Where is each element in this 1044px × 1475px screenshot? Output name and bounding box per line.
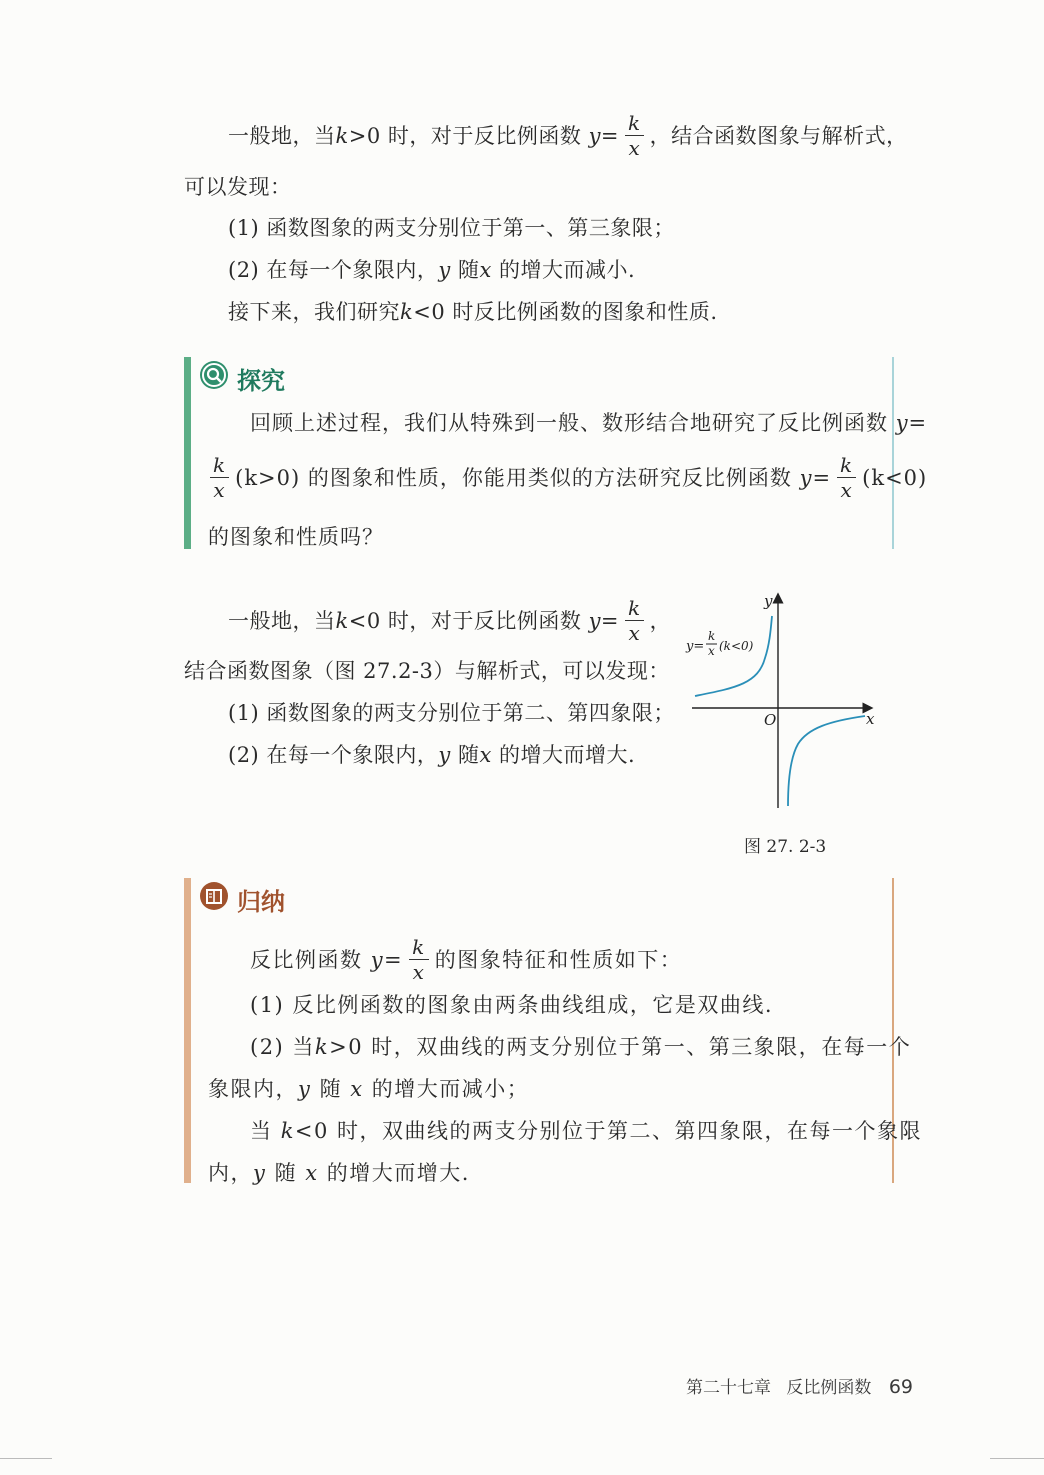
text: 随 [274,1161,298,1185]
bottom-left-rule [0,1458,52,1459]
text: 随 [457,258,480,282]
text: 当 [250,1119,273,1143]
page-footer [686,1373,913,1398]
text: 的增大而减小； [371,1077,530,1101]
numerator: k [628,111,641,135]
text: 回顾上述过程，我们从特殊到一般、数形结合地研究了反比例函数 [250,411,888,435]
denominator: x [625,135,644,160]
branch-quadrant-4 [788,716,865,806]
summary-title: 归纳 [237,888,285,916]
text: 随 [457,743,480,767]
book-icon [200,882,228,910]
text: 内， [208,1161,253,1185]
magnifier-icon [200,361,228,389]
numerator: k [628,596,641,620]
para1-item1: (1) 函数图象的两支分别位于第一、第三象限； [228,216,675,240]
summary-line3 [250,1037,911,1058]
explore-line1 [250,413,927,434]
var-x: x [479,743,492,767]
condition: (k<0) [862,466,928,490]
x-axis-label: x [866,710,875,728]
explore-line3: 的图象和性质吗？ [208,525,384,549]
fraction-k-over-x [409,935,429,984]
curve-label-cond: (k<0) [719,639,754,653]
figure-caption: 图 27. 2-3 [744,837,827,857]
var-x: x [479,258,492,282]
bottom-right-rule [990,1458,1044,1459]
var-y: y [438,743,451,767]
numerator: k [213,453,227,477]
origin-label: O [764,711,777,729]
footer-topic: 反比例函数 [786,1378,872,1398]
var-k: k [400,300,414,324]
var-k: k [314,1035,330,1059]
text: 的增大而增大. [326,1161,470,1185]
text: ，结合函数图象与解析式， [649,124,908,148]
text: 接下来，我们研究 [228,300,400,324]
para2-line1: 一般地，当k<0 时，对于反比例函数 y= $\frac{k}{x}$ ， [228,596,672,645]
curve-label-k: k [708,629,716,643]
para1-item2 [228,260,635,281]
curve-label-y: y= [686,639,705,654]
text: (2) 在每一个象限内， [228,743,439,767]
denominator: x [210,477,229,502]
y-equals: y= [588,609,620,633]
text: 一般地，当 [228,609,336,633]
summary-line4 [208,1079,529,1100]
explore-icon [200,361,228,389]
branch-quadrant-2 [695,616,772,696]
y-equals: y= [895,411,928,435]
denominator: x [837,477,856,502]
text: 的增大而增大. [499,743,636,767]
para1-line1 [228,113,908,162]
text: (2) 当 [250,1035,315,1059]
summary-left-bar [184,878,191,1183]
y-axis-label: y [764,592,773,610]
summary-line6 [208,1163,470,1184]
fraction-k-over-x [210,453,229,502]
explore-line2 [204,455,927,504]
text: <0 时反比例函数的图象和性质. [413,300,718,324]
var-y: y [253,1161,267,1185]
para2-item2 [228,745,635,766]
hyperbola-figure [680,588,880,813]
text: >0 时，对于反比例函数 [348,124,582,148]
text: 随 [319,1077,343,1101]
text: 一般地，当 [228,124,336,148]
denominator: x [625,620,644,645]
para2-line2: 结合函数图象（图 27.2-3）与解析式，可以发现： [184,659,670,683]
y-equals: y= [799,466,832,490]
text: 的图象特征和性质如下： [434,948,683,972]
y-equals: y= [370,948,404,972]
explore-title: 探究 [237,367,285,395]
numerator: k [412,935,426,959]
curve-label-x: x [708,644,715,658]
var-y: y [298,1077,312,1101]
para1-line2: 可以发现： [184,175,292,199]
text: >0 时，双曲线的两支分别位于第一、第三象限，在每一个 [329,1035,912,1059]
text: 的图象和性质，你能用类似的方法研究反比例函数 [307,466,792,490]
text: 的增大而减小. [499,258,636,282]
numerator: k [840,453,854,477]
text: 象限内， [208,1077,298,1101]
var-x: x [305,1161,319,1185]
var-x: x [350,1077,364,1101]
summary-icon [200,882,228,910]
text: 反比例函数 [250,948,363,972]
var-k: k [335,609,349,633]
summary-line1 [250,937,682,986]
page-number: 69 [888,1376,913,1398]
y-equals: y= [588,124,620,148]
fraction-k-over-x [837,453,856,502]
condition: (k>0) [235,466,301,490]
footer-chapter: 第二十七章 [686,1378,771,1398]
var-k: k [280,1119,295,1143]
para1-next [228,302,718,323]
fraction-k-over-x [625,596,644,645]
denominator: x [409,959,429,984]
explore-right-bar [892,357,894,549]
var-y: y [438,258,451,282]
text: <0 时，双曲线的两支分别位于第二、第四象限，在每一个象限 [294,1119,923,1143]
text: (2) 在每一个象限内， [228,258,439,282]
text: <0 时，对于反比例函数 [348,609,582,633]
summary-line5 [250,1121,922,1142]
para2-item1: (1) 函数图象的两支分别位于第二、第四象限； [228,701,675,725]
summary-line2: (1) 反比例函数的图象由两条曲线组成，它是双曲线. [250,993,774,1017]
explore-left-bar [184,357,191,549]
var-k: k [335,124,349,148]
fraction-k-over-x [625,111,644,160]
